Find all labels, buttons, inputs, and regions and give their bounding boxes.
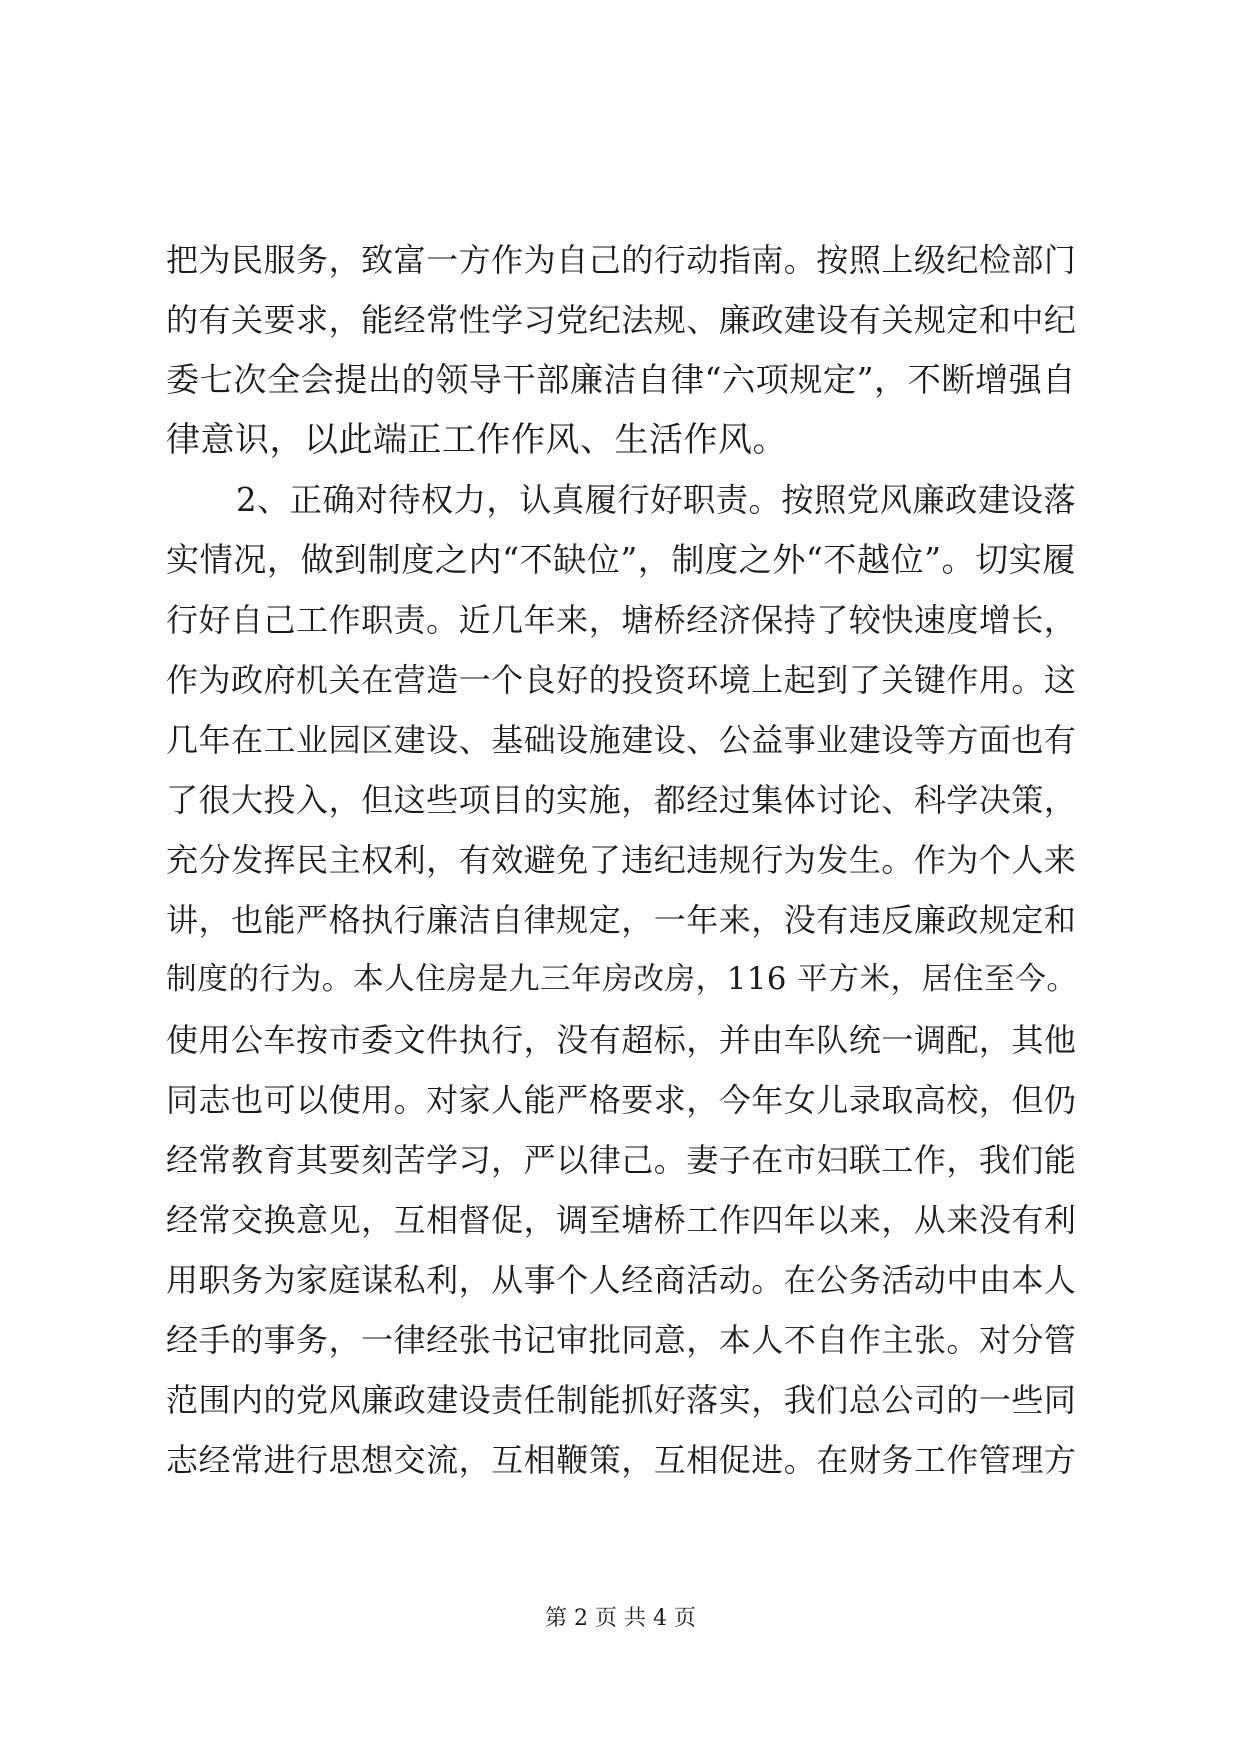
text-line-9: 几年在工业园区建设、基础设施建设、公益事业建设等方面也有 (166, 721, 1077, 759)
text-line-20: 范围内的党风廉政建设责任制能抓好落实，我们总公司的一些同 (166, 1381, 1077, 1419)
text-line-19: 经手的事务，一律经张书记审批同意，本人不自作主张。对分管 (166, 1321, 1077, 1359)
text-line-18: 用职务为家庭谋私利，从事个人经商活动。在公务活动中由本人 (166, 1261, 1077, 1299)
text-line-3: 委七次全会提出的领导干部廉洁自律“六项规定”，不断增强自 (166, 360, 1076, 399)
text-line-1: 把为民服务，致富一方作为自己的行动指南。按照上级纪检部门 (166, 241, 1077, 279)
text-line-6: 实情况，做到制度之内“不缺位”，制度之外“不越位”。切实履 (166, 540, 1076, 579)
text-line-4: 律意识，以此端正工作作风、生活作风。 (166, 420, 787, 460)
text-line-13: 制度的行为。本人住房是九三年房改房，116 平方米，居住至今。 (166, 962, 1078, 997)
text-line-21: 志经常进行思想交流，互相鞭策，互相促进。在财务工作管理方 (166, 1441, 1077, 1479)
text-line-11: 充分发挥民主权利，有效避免了违纪违规行为发生。作为个人来 (166, 841, 1077, 879)
page-footer: 第 2 页 共 4 页 (545, 1606, 696, 1631)
text-line-16: 经常教育其要刻苦学习，严以律己。妻子在市妇联工作，我们能 (166, 1141, 1077, 1179)
text-line-7: 行好自己工作职责。近几年来，塘桥经济保持了较快速度增长， (166, 601, 1077, 639)
text-line-10: 了很大投入，但这些项目的实施，都经过集体讨论、科学决策， (166, 781, 1077, 819)
text-line-15: 同志也可以使用。对家人能严格要求，今年女儿录取高校，但仍 (166, 1081, 1077, 1119)
text-line-5: 2、正确对待权力，认真履行好职责。按照党风廉政建设落 (236, 481, 1077, 519)
text-line-12: 讲，也能严格执行廉洁自律规定，一年来，没有违反廉政规定和 (166, 901, 1077, 939)
text-line-2: 的有关要求，能经常性学习党纪法规、廉政建设有关规定和中纪 (166, 301, 1077, 339)
text-line-8: 作为政府机关在营造一个良好的投资环境上起到了关键作用。这 (166, 661, 1077, 699)
text-line-17: 经常交换意见，互相督促，调至塘桥工作四年以来，从来没有利 (166, 1201, 1077, 1239)
text-line-14: 使用公车按市委文件执行，没有超标，并由车队统一调配，其他 (166, 1021, 1077, 1059)
